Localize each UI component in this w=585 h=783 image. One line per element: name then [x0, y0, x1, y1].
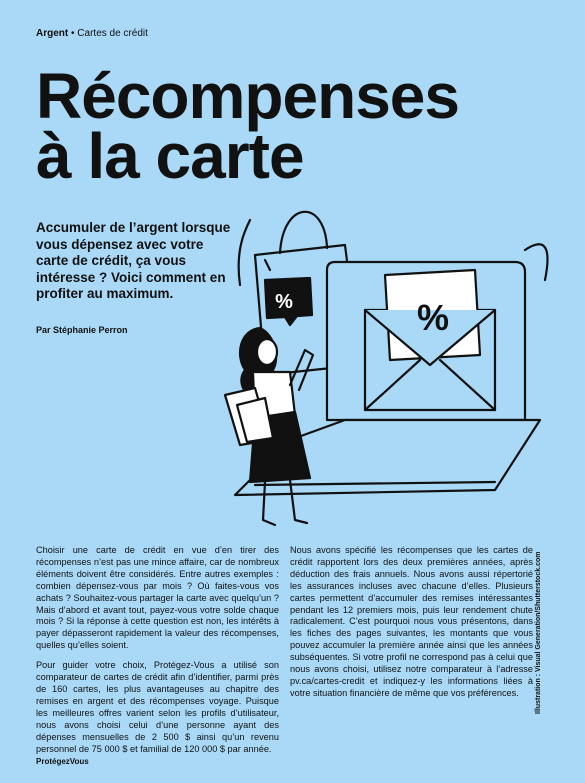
bubble-percent: % [275, 291, 293, 313]
rubric-separator: • [68, 28, 78, 39]
publication-footer: ProtégezVous [36, 757, 89, 766]
rubric-section: Argent [36, 28, 69, 39]
dek: Accumuler de l’argent lorsque vous dépensez avec votre carte de crédit, ça vous intéresse ? Voici comment en profiter au maximum. [36, 220, 231, 301]
shopping-laptop-illustration [195, 190, 575, 540]
rubric-topic: Cartes de crédit [77, 28, 148, 39]
article-column-1 [36, 545, 279, 763]
section-rubric [36, 28, 148, 39]
illustration-credit: Illustration : Visual Generation/Shutterstock.com [535, 551, 542, 714]
envelope-percent: % [416, 297, 450, 338]
column-2-paragraph-1: Nous avons spécifié les récompenses que les cartes de crédit rapportent lors des deux premières années, après déduction des frais annuels. Nous avons aussi répertorié les assurances incluses avec chacune d’elles. Plusieurs cartes permettent d’accumuler des remises intéressantes pendant les 12 premiers mois, puis leur rendement chute radicalement. C’est pourquoi nous vous présentons, dans les fiches des pages suivantes, les montants que vous pouvez accumuler la première année ainsi que les années subséquentes. Si votre profil ne correspond pas à celui que nous avons choisi, utilisez notre comparateur à l’adresse pv.ca/cartes-credit et indiquez-y les informations liées à votre situation financière de même que vos préférences. [290, 545, 533, 698]
byline: Par Stéphanie Perron [36, 325, 128, 335]
column-1-paragraph-1: Choisir une carte de crédit en vue d’en tirer des récompenses n’est pas une mince affaire, car de nombreux éléments doivent être considérés. Entre autres exemples : combien dépensez-vous par mois ? Où faites-vous vos achats ? Souhaitez-vous partager la carte avec quelqu’un ? Mais d’abord et avant tout, payez-vous votre solde chaque mois ? Si la réponse à cette question est non, les intérêts à payer dépasseront rapidement la valeur des récompenses, quelles qu’elles soient. [36, 545, 279, 651]
column-1-paragraph-2: Pour guider votre choix, Protégez-Vous a utilisé son comparateur de cartes de crédit afin d’identifier, parmi près de 160 cartes, les plus avantageuses au chapitre des remises en argent et des récompenses voyage. Puisque les meilleures offres varient selon les profils d’utilisateur, nous avons choisi celui d’une personne ayant des dépenses mensuelles de 2 500 $ ainsi qu’un revenu personnel de 75 000 $ et familial de 120 000 $ par année. [36, 660, 279, 754]
headline-line-2: à la carte [36, 120, 304, 192]
headline-line-1: Récompenses [36, 60, 459, 132]
headline [36, 60, 556, 192]
article-column-2 [290, 545, 533, 708]
